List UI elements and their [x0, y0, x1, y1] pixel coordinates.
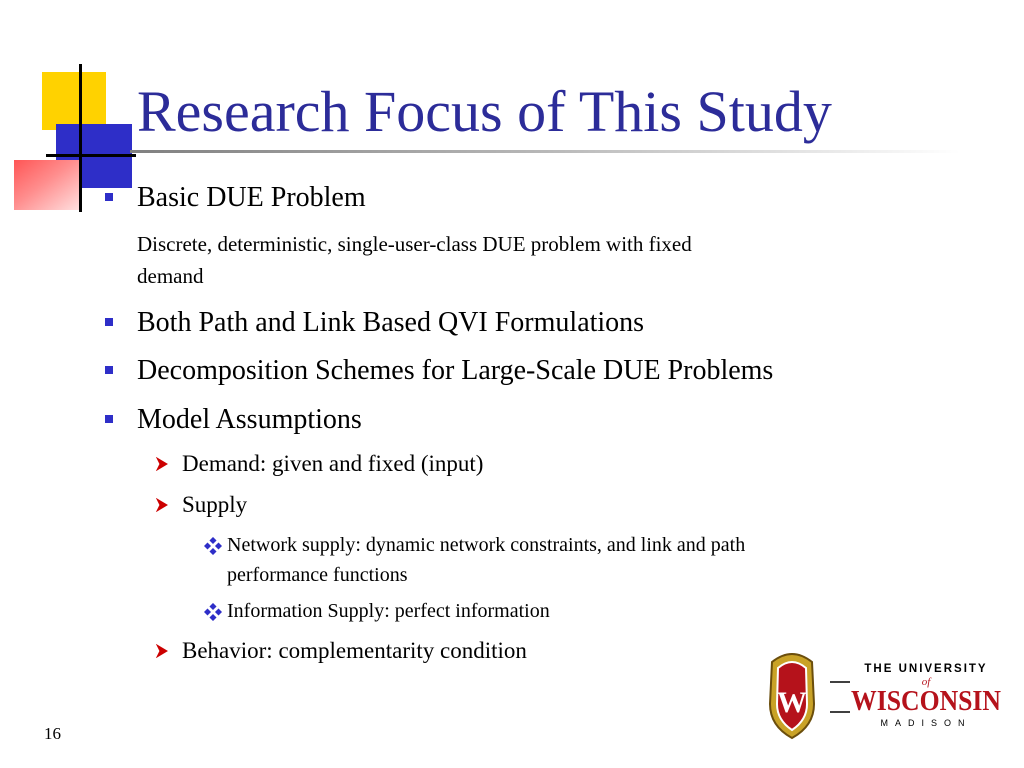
arrow-bullet-icon: [155, 457, 169, 471]
svg-text:W: W: [777, 686, 807, 719]
page-number: 16: [44, 724, 61, 743]
square-bullet-icon: [105, 415, 113, 423]
arrow-bullet-icon: [155, 498, 169, 512]
sub-bullet-supply: Supply: [182, 492, 248, 517]
square-bullet-icon: [105, 193, 113, 201]
bullet-basic-due: Basic DUE Problem: [137, 182, 366, 213]
logo-of-text: of: [921, 676, 931, 688]
diamond-bullet-icon: [204, 603, 222, 621]
sub-bullet-demand: Demand: given and fixed (input): [182, 451, 484, 476]
bullet-basic-due-note-line2: demand: [137, 264, 204, 288]
arrow-bullet-icon: [155, 644, 169, 658]
sub-sub-bullet-information-supply: Information Supply: perfect information: [227, 600, 550, 622]
logo-university-text: THE UNIVERSITY: [864, 663, 988, 675]
bullet-qvi-formulations: Both Path and Link Based QVI Formulations: [137, 307, 645, 338]
square-bullet-icon: [105, 366, 113, 374]
bullet-model-assumptions: Model Assumptions: [137, 404, 362, 435]
square-bullet-icon: [105, 318, 113, 326]
bullet-basic-due-note-line1: Discrete, deterministic, single-user-class DUE problem with fixed: [137, 232, 692, 256]
bullet-decomposition: Decomposition Schemes for Large-Scale DUE Problems: [137, 355, 774, 386]
university-logo: [766, 646, 1004, 740]
slide-title: Research Focus of This Study: [137, 79, 832, 144]
logo-wisconsin-text: WISCONSIN: [851, 686, 1001, 717]
sub-sub-bullet-network-supply-line2: performance functions: [227, 564, 408, 586]
sub-bullet-behavior: Behavior: complementarity condition: [182, 638, 527, 663]
sub-sub-bullet-network-supply-line1: Network supply: dynamic network constraints, and link and path: [227, 534, 746, 556]
diamond-bullet-icon: [204, 537, 222, 555]
logo-madison-text: MADISON: [880, 718, 972, 728]
uw-crest-icon: [770, 654, 814, 738]
